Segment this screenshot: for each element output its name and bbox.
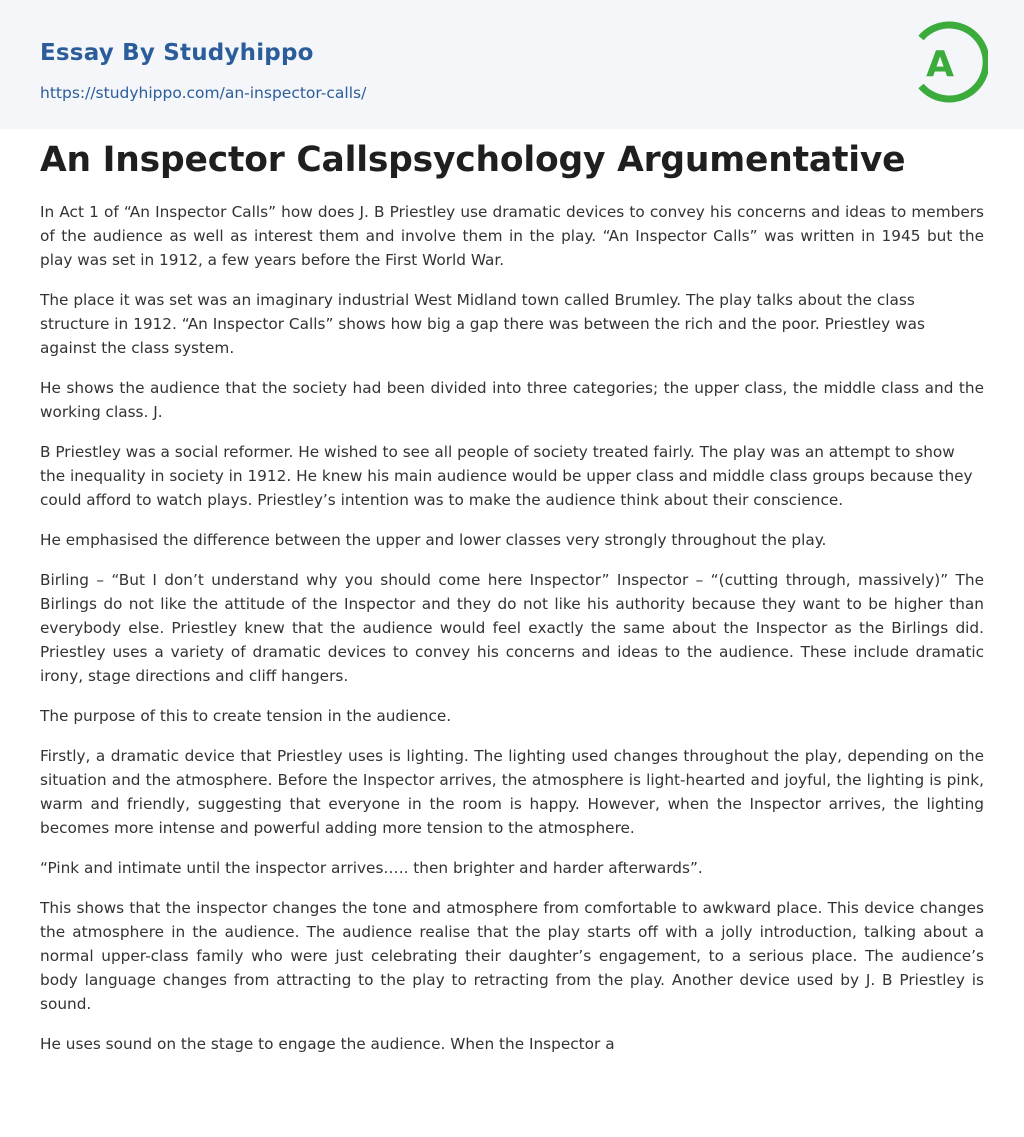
article-body — [40, 200, 984, 1072]
paragraph-7: The purpose of this to create tension in the audience. — [40, 707, 452, 725]
paragraph-4: B Priestley was a social reformer. He wished to see all people of society treated fairly. The play was an attempt to show the inequality in society in 1912. He knew his main audience would be upper class and middle class groups because they could afford to watch plays. Priestley’s intention was to make the audience think about their conscience. — [40, 443, 973, 509]
paragraph-10: This shows that the inspector changes the tone and atmosphere from comfortable to awkward place. This device changes the atmosphere in the audience. The audience realise that the play starts off with a jolly introduction, talking about a normal upper-class family who were just celebrating their daughter’s engagement, to a serious place. The audience’s body language changes from attracting to the play to retracting from the play. Another device used by J. B Priestley is sound. — [40, 899, 984, 1013]
studyhippo-logo-icon[interactable] — [908, 18, 988, 106]
paragraph-11: He uses sound on the stage to engage the audience. When the Inspector a — [40, 1035, 615, 1053]
paragraph-5: He emphasised the difference between the upper and lower classes very strongly throughout the play. — [40, 531, 827, 549]
site-brand[interactable]: Essay By Studyhippo — [40, 40, 314, 66]
paragraph-3: He shows the audience that the society had been divided into three categories; the upper class, the middle class and the working class. J. — [40, 379, 984, 421]
article-title: An Inspector Callspsychology Argumentative — [40, 140, 906, 180]
paragraph-6: Birling – “But I don’t understand why you should come here Inspector” Inspector – “(cutting through, massively)” The Birlings do not like the attitude of the Inspector and they do not like his authority because they want to be higher than everybody else. Priestley knew that the audience would feel exactly the same about the Inspector as the Birlings did. Priestley uses a variety of dramatic devices to convey his concerns and ideas to the audience. These include dramatic irony, stage directions and cliff hangers. — [40, 571, 984, 685]
paragraph-1: In Act 1 of “An Inspector Calls” how does J. B Priestley use dramatic devices to convey his concerns and ideas to members of the audience as well as interest them and involve them in the play. “An Inspector Calls” was written in 1945 but the play was set in 1912, a few years before the First World War. — [40, 203, 984, 269]
paragraph-8: Firstly, a dramatic device that Priestley uses is lighting. The lighting used changes throughout the play, depending on the situation and the atmosphere. Before the Inspector arrives, the atmosphere is light-hearted and joyful, the lighting is pink, warm and friendly, suggesting that everyone in the room is happy. However, when the Inspector arrives, the lighting becomes more intense and powerful adding more tension to the atmosphere. — [40, 747, 984, 837]
article-url-link[interactable]: https://studyhippo.com/an-inspector-calls/ — [40, 84, 367, 102]
paragraph-2: The place it was set was an imaginary industrial West Midland town called Brumley. The play talks about the class structure in 1912. “An Inspector Calls” shows how big a gap there was between the rich and the poor. Priestley was against the class system. — [40, 291, 925, 357]
logo-letter: A — [926, 44, 954, 85]
site-header — [0, 0, 1024, 129]
paragraph-9: “Pink and intimate until the inspector arrives….. then brighter and harder afterwards”. — [40, 859, 703, 877]
